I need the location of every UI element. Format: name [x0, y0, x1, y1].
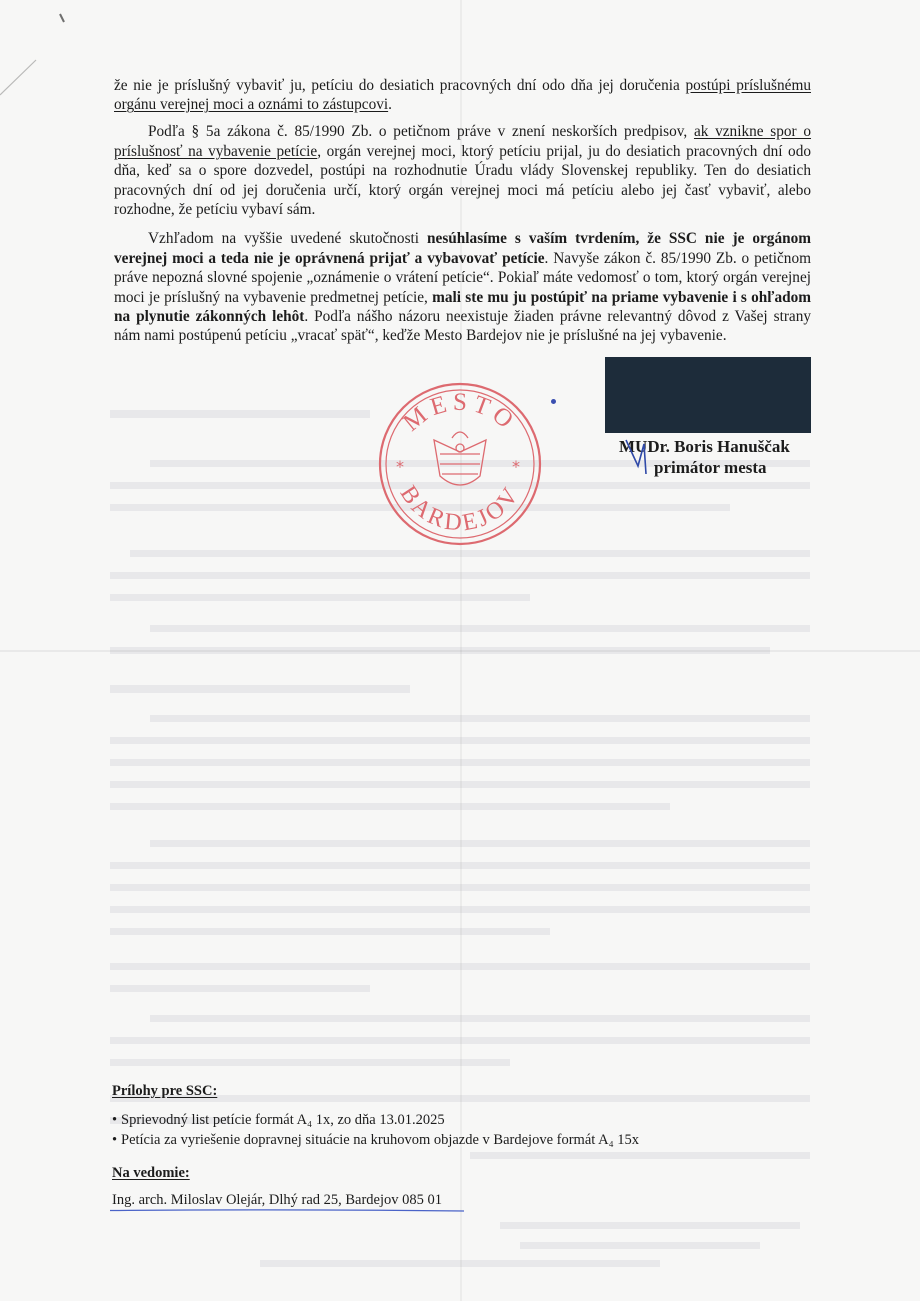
- signatory-role: primátor mesta: [654, 458, 767, 477]
- ink-underline: [110, 1209, 464, 1212]
- cc-recipient: Ing. arch. Miloslav Olejár, Dlhý rad 25, Bardejov 085 01: [112, 1192, 443, 1208]
- paragraph-text: že nie je príslušný vybaviť ju, petíciu do desiatich pracovných dní odo dňa jej doručenia: [114, 77, 686, 94]
- paragraph-text: , orgán verejnej moci, ktorý petíciu prijal, ju do desiatich pracovných dní odo dňa, keď sa o spore dozvedel, postúpi na rozhodnutie Úradu vlády Slovenskej republiky. Ten do desiatich pracovných dní od jej doručenia určí, ktorý orgán verejnej moci má petíciu alebo jej časť vybaviť, alebo rozhodne, že petíciu vybaví sám.: [114, 142, 812, 218]
- attachments-heading: Prílohy pre SSC:: [112, 1083, 218, 1099]
- svg-text:*: *: [396, 457, 404, 476]
- paragraph-text: Podľa § 5a zákona č. 85/1990 Zb. o petičnom práve v znení neskorších predpisov,: [148, 123, 694, 141]
- paragraph-text: Vzhľadom na vyššie uvedené skutočnosti: [148, 230, 428, 248]
- paragraph-2: [114, 122, 811, 219]
- paragraph-1: [114, 76, 811, 115]
- stamp-bottom-text: BARDEJOV: [394, 481, 526, 537]
- attachments-list: [112, 1111, 639, 1150]
- redacted-signature: [605, 357, 811, 433]
- paragraph-text: . Navyše zákon č. 85/1990 Zb. o petičnom práve nepozná slovné spojenie „oznámenie o vrátení petície“. Pokiaľ máte vedomosť o tom, ktorý orgán verejnej moci je príslušný na vybavenie predmetnej petície,: [114, 249, 811, 306]
- stamp-top-text: MESTO: [398, 388, 523, 437]
- paragraph-3: [114, 229, 811, 345]
- underlined-text: postúpi príslušnému orgánu verejnej moci a oznámi to zástupcovi: [114, 77, 811, 114]
- signatory-name: MUDr. Boris Hanuščak: [619, 437, 790, 456]
- attachments-section: [112, 1083, 639, 1150]
- list-item: • Petícia za vyriešenie dopravnej situácie na kruhovom objazde v Bardejove formát A₄ 15x: [112, 1131, 640, 1148]
- cc-section: [112, 1165, 442, 1209]
- underlined-text: ak vznikne spor o príslušnosť na vybavenie petície: [114, 123, 812, 160]
- bold-text: nesúhlasíme s vaším tvrdením, že SSC nie je orgánom verejnej moci a teda nie je oprávnená prijať a vybavovať petície: [114, 230, 811, 267]
- svg-text:*: *: [512, 457, 520, 476]
- bold-text: mali ste mu ju postúpiť na priame vybavenie i s ohľadom na plynutie zákonných lehôt: [114, 288, 812, 325]
- city-stamp: [372, 378, 548, 548]
- coat-of-arms-emblem: [434, 432, 486, 485]
- signature-stroke: [624, 438, 664, 478]
- ink-dot: [551, 399, 556, 404]
- list-item: • Sprievodný list petície formát A₄ 1x, zo dňa 13.01.2025: [112, 1112, 445, 1128]
- cc-heading: Na vedomie:: [112, 1165, 190, 1181]
- paragraph-text: . Podľa nášho názoru neexistuje žiaden právne relevantný dôvod z Vašej strany nám nami postúpenú petíciu „vracať späť“, keďže Mesto Bardejov nie je príslušné na jej vybavenie.: [114, 307, 811, 345]
- corner-fold-mark: [0, 0, 70, 100]
- paragraph-text: .: [388, 96, 392, 114]
- letter-body: [114, 76, 811, 353]
